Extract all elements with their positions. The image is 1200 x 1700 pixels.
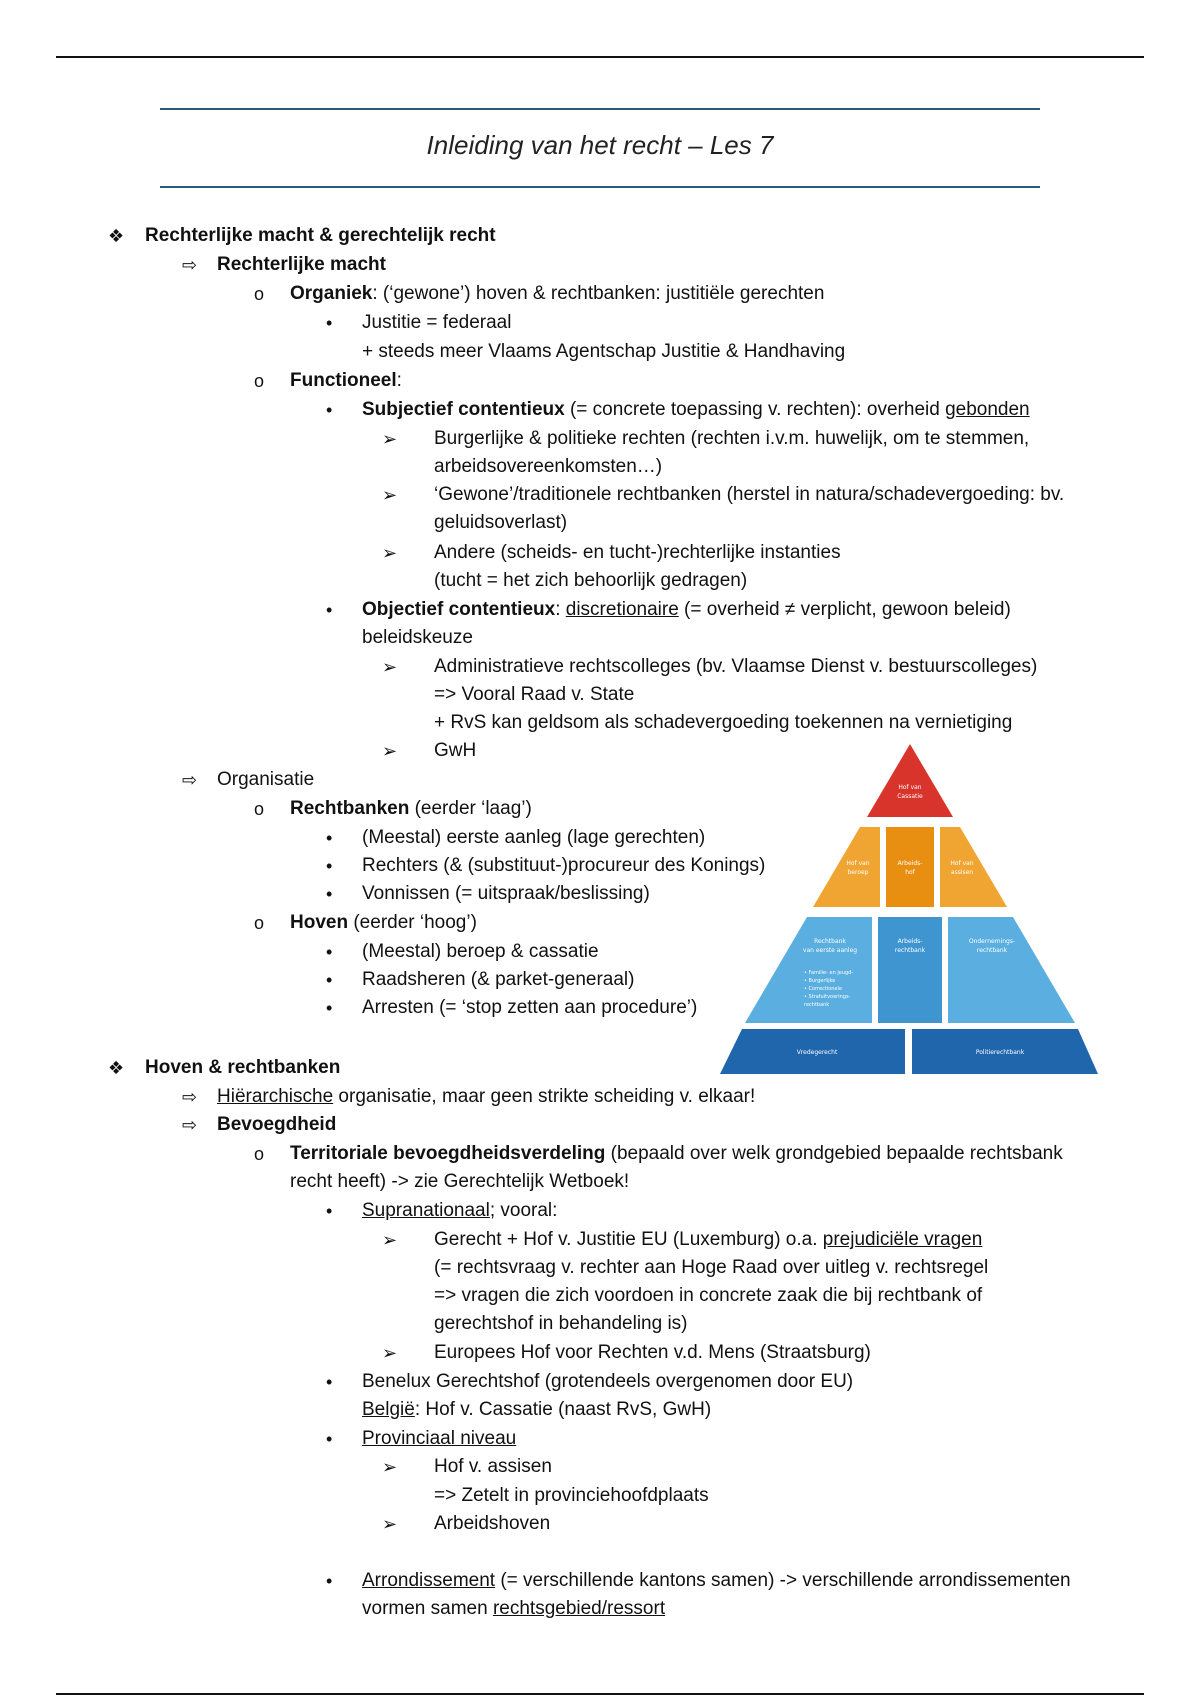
circle-bullet-icon: o [254, 913, 265, 933]
list-item: vormen samen rechtsgebied/ressort [362, 1598, 666, 1619]
pyramid-label: rechtbank [894, 947, 926, 954]
subheading: Bevoegdheid [217, 1114, 337, 1135]
list-item: gerechtshof in behandeling is) [434, 1313, 688, 1334]
list-item: Provinciaal niveau [362, 1428, 517, 1449]
list-item: geluidsoverlast) [434, 512, 568, 533]
list-item: Territoriale bevoegdheidsverdeling (bepaald over welk grondgebied bepaalde rechtsbank [290, 1143, 1063, 1164]
dot-bullet-icon: • [326, 600, 333, 620]
diamond-bullet-icon: ❖ [108, 1058, 125, 1078]
arrowhead-bullet-icon: ➢ [382, 1457, 398, 1477]
arrowhead-bullet-icon: ➢ [382, 1343, 398, 1363]
pyramid-label: Arbeids- [897, 938, 923, 945]
list-item: Hof v. assisen [434, 1456, 552, 1477]
pyramid-hof-van-beroep [813, 827, 880, 907]
list-item: arbeidsovereenkomsten…) [434, 456, 663, 477]
list-item: Organiek: (‘gewone’) hoven & rechtbanken: justitiële gerechten [290, 283, 825, 304]
list-item: Objectief contentieux: discretionaire (= overheid ≠ verplicht, gewoon beleid) [362, 599, 1011, 620]
dot-bullet-icon: • [326, 856, 333, 876]
list-item: (= rechtsvraag v. rechter aan Hoge Raad over uitleg v. rechtsregel [434, 1257, 989, 1278]
subheading: Hiërarchische organisatie, maar geen strikte scheiding v. elkaar! [217, 1086, 756, 1107]
list-item: => Vooral Raad v. State [434, 684, 635, 705]
list-item: Hoven (eerder ‘hoog’) [290, 912, 477, 933]
pyramid-label: Hof van [950, 860, 974, 867]
section-heading: Rechterlijke macht & gerechtelijk recht [145, 225, 496, 246]
pyramid-label: assisen [950, 869, 974, 876]
court-pyramid-diagram [720, 742, 1100, 1074]
list-item: recht heeft) -> zie Gerechtelijk Wetboek! [290, 1171, 630, 1192]
dot-bullet-icon: • [326, 1201, 333, 1221]
list-item: Subjectief contentieux (= concrete toepassing v. rechten): overheid gebonden [362, 399, 1030, 420]
subheading: Rechterlijke macht [217, 254, 386, 275]
list-item: Gerecht + Hof v. Justitie EU (Luxemburg) o.a. prejudiciële vragen [434, 1229, 983, 1250]
list-item: Raadsheren (& parket-generaal) [362, 969, 635, 990]
pyramid-label: Cassatie [897, 793, 923, 800]
pyramid-label: • Correctionele [804, 986, 842, 992]
list-item: Burgerlijke & politieke rechten (rechten i.v.m. huwelijk, om te stemmen, [434, 428, 1030, 449]
arrowhead-bullet-icon: ➢ [382, 429, 398, 449]
dot-bullet-icon: • [326, 313, 333, 333]
pyramid-ondernemingsrechtbank [948, 917, 1075, 1023]
circle-bullet-icon: o [254, 1144, 265, 1164]
arrow-bullet-icon: ⇨ [182, 255, 198, 275]
list-item: Functioneel: [290, 370, 402, 391]
list-item: (Meestal) eerste aanleg (lage gerechten) [362, 827, 706, 848]
top-rule [56, 56, 1144, 58]
list-item: GwH [434, 740, 477, 761]
dot-bullet-icon: • [326, 1429, 333, 1449]
list-item: Arresten (= ‘stop zetten aan procedure’) [362, 997, 698, 1018]
pyramid-label: rechtbank [976, 947, 1008, 954]
pyramid-label: beroep [847, 869, 869, 876]
list-item: Supranationaal; vooral: [362, 1200, 558, 1221]
list-item: Rechters (& (substituut-)procureur des Konings) [362, 855, 766, 876]
pyramid-label: Politierechtbank [975, 1049, 1025, 1056]
list-item: Arrondissement (= verschillende kantons samen) -> verschillende arrondissementen [362, 1570, 1071, 1591]
arrow-bullet-icon: ⇨ [182, 1087, 198, 1107]
subheading: Organisatie [217, 769, 315, 790]
arrowhead-bullet-icon: ➢ [382, 741, 398, 761]
dot-bullet-icon: • [326, 1372, 333, 1392]
arrowhead-bullet-icon: ➢ [382, 1514, 398, 1534]
arrow-bullet-icon: ⇨ [182, 1115, 198, 1135]
title-rule-top [160, 108, 1040, 110]
pyramid-label: Arbeids- [897, 860, 923, 867]
arrowhead-bullet-icon: ➢ [382, 485, 398, 505]
pyramid-label: Hof van [846, 860, 870, 867]
list-item: (Meestal) beroep & cassatie [362, 941, 599, 962]
list-item: Benelux Gerechtshof (grotendeels overgenomen door EU) [362, 1371, 854, 1392]
list-item: Arbeidshoven [434, 1513, 551, 1534]
pyramid-label: Vredegerecht [796, 1049, 838, 1056]
list-item: => vragen die zich voordoen in concrete zaak die bij rechtbank of [434, 1285, 983, 1306]
document-title: Inleiding van het recht – Les 7 [426, 130, 774, 160]
dot-bullet-icon: • [326, 970, 333, 990]
arrowhead-bullet-icon: ➢ [382, 657, 398, 677]
dot-bullet-icon: • [326, 400, 333, 420]
pyramid-label: hof [905, 869, 915, 876]
section-heading: Hoven & rechtbanken [145, 1057, 341, 1078]
diamond-bullet-icon: ❖ [108, 226, 125, 246]
list-item: België: Hof v. Cassatie (naast RvS, GwH) [362, 1399, 712, 1420]
pyramid-top-cassatie [867, 744, 953, 817]
pyramid-arbeidsrechtbank [878, 917, 942, 1023]
dot-bullet-icon: • [326, 998, 333, 1018]
arrowhead-bullet-icon: ➢ [382, 1230, 398, 1250]
title-rule-bottom [160, 186, 1040, 188]
circle-bullet-icon: o [254, 799, 265, 819]
list-item: Rechtbanken (eerder ‘laag’) [290, 798, 532, 819]
dot-bullet-icon: • [326, 1571, 333, 1591]
pyramid-arbeidshof [886, 827, 934, 907]
pyramid-label: Rechtbank [814, 938, 846, 945]
list-item: Andere (scheids- en tucht-)rechterlijke instanties [434, 542, 841, 563]
dot-bullet-icon: • [326, 942, 333, 962]
pyramid-label: van eerste aanleg [802, 947, 858, 954]
list-item: (tucht = het zich behoorlijk gedragen) [434, 570, 748, 591]
arrowhead-bullet-icon: ➢ [382, 543, 398, 563]
list-item: Vonnissen (= uitspraak/beslissing) [362, 883, 650, 904]
pyramid-hof-van-assisen [940, 827, 1007, 907]
list-item: ‘Gewone’/traditionele rechtbanken (herstel in natura/schadevergoeding: bv. [434, 484, 1065, 505]
circle-bullet-icon: o [254, 371, 265, 391]
pyramid-label: rechtbank [804, 1002, 830, 1008]
pyramid-label: Ondernemings- [968, 938, 1016, 945]
circle-bullet-icon: o [254, 284, 265, 304]
list-item: + RvS kan geldsom als schadevergoeding toekennen na vernietiging [434, 712, 1013, 733]
bottom-rule [56, 1693, 1144, 1695]
dot-bullet-icon: • [326, 884, 333, 904]
pyramid-label: • Strafuitvoerings- [804, 994, 851, 1000]
pyramid-label: • Familie- en jeugd- [804, 970, 854, 976]
dot-bullet-icon: • [326, 828, 333, 848]
list-item: + steeds meer Vlaams Agentschap Justitie & Handhaving [362, 341, 846, 362]
arrow-bullet-icon: ⇨ [182, 770, 198, 790]
list-item: beleidskeuze [362, 627, 473, 648]
list-item: Administratieve rechtscolleges (bv. Vlaamse Dienst v. bestuurscolleges) [434, 656, 1038, 677]
pyramid-label: • Burgerlijke [804, 978, 836, 984]
list-item: => Zetelt in provinciehoofdplaats [434, 1485, 709, 1506]
list-item: Europees Hof voor Rechten v.d. Mens (Straatsburg) [434, 1342, 871, 1363]
list-item: Justitie = federaal [362, 312, 512, 333]
pyramid-label: Hof van [898, 784, 922, 791]
